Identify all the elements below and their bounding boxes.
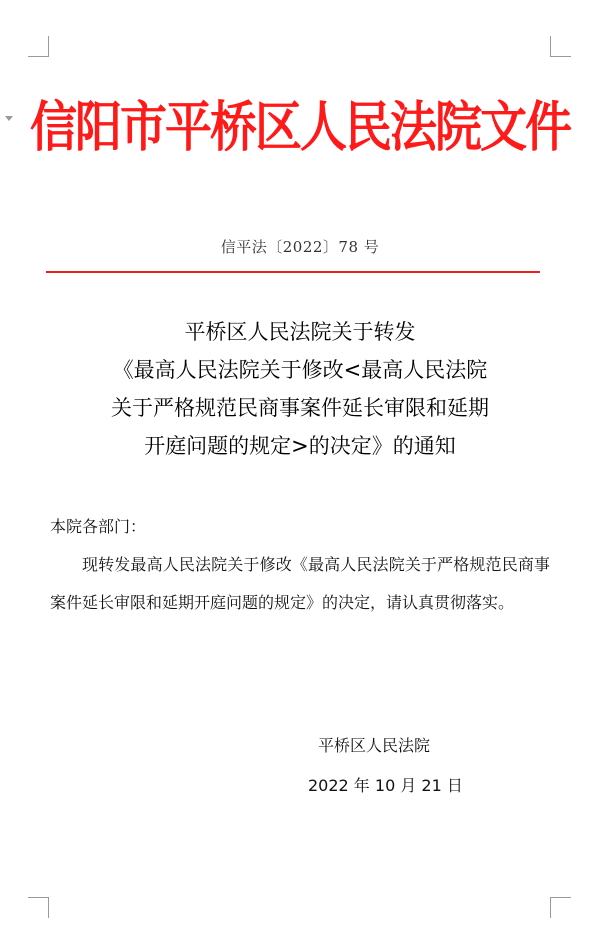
document-header-title: 信阳市平桥区人民法院文件	[30, 96, 570, 160]
document-number: 信平法〔2022〕78 号	[220, 238, 380, 256]
signature-date: 2022 年 10 月 21 日	[308, 776, 463, 795]
signature-issuer: 平桥区人民法院	[318, 736, 431, 755]
crop-mark-top-left	[28, 36, 49, 57]
notice-title	[40, 313, 560, 465]
crop-mark-bottom-right	[550, 897, 571, 918]
notice-title-line: 平桥区人民法院关于转发	[184, 320, 416, 344]
notice-title-line: 《最高人民法院关于修改<最高人民法院	[112, 358, 488, 382]
notice-title-line: 关于严格规范民商事案件延长审限和延期	[111, 396, 489, 420]
body-paragraph: 现转发最高人民法院关于修改《最高人民法院关于严格规范民商事案件延长审限和延期开庭问题的规定》的决定，请认真贯彻落实。	[50, 555, 550, 612]
header-divider	[46, 271, 540, 273]
salutation: 本院各部门：	[50, 517, 147, 536]
crop-mark-bottom-left	[28, 897, 49, 918]
notice-title-line: 开庭问题的规定>的决定》的通知	[144, 434, 456, 458]
notice-body	[50, 508, 550, 622]
crop-mark-top-right	[550, 36, 571, 57]
